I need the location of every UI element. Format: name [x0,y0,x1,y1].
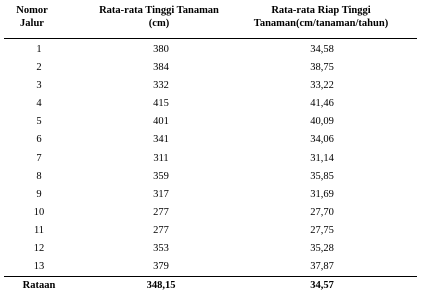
cell-tinggi: 277 [153,224,169,236]
table-row [4,240,417,258]
cell-tinggi: 277 [153,206,169,218]
cell-riap: 33,22 [310,80,334,92]
header-rata-rata-riap-line-2: Tanaman(cm/tanaman/tahun) [253,18,389,29]
cell-riap: 38,75 [310,62,334,74]
table-row [4,204,417,222]
cell-nomor-jalur: 4 [36,98,42,110]
cell-tinggi: 380 [153,44,169,55]
cell-tinggi: 311 [153,152,169,164]
table-footer-row [4,279,417,293]
table-row [4,258,417,276]
header-rata-rata-tinggi [94,4,224,30]
cell-riap: 34,06 [310,134,334,146]
cell-tinggi: 359 [153,170,169,182]
footer-divider [4,276,417,277]
table-row [4,131,417,149]
cell-tinggi: 379 [153,261,169,273]
cell-tinggi: 384 [153,62,169,74]
cell-nomor-jalur: 7 [36,152,42,164]
footer-label: Rataan [22,280,56,291]
table-body [4,41,417,276]
cell-riap: 27,75 [310,224,334,236]
cell-riap: 35,28 [310,243,334,255]
cell-tinggi: 353 [153,243,169,255]
table-row [4,113,417,131]
cell-nomor-jalur: 6 [36,134,42,146]
table-row [4,77,417,95]
cell-tinggi: 401 [153,116,169,128]
cell-nomor-jalur: 5 [36,116,42,128]
data-table [4,0,417,293]
table-row [4,59,417,77]
cell-nomor-jalur: 13 [33,261,45,273]
header-nomor-jalur [4,4,60,30]
cell-tinggi: 332 [153,80,169,92]
cell-nomor-jalur: 11 [33,224,45,236]
header-nomor-jalur-line-2: Jalur [20,18,44,29]
cell-riap: 40,09 [310,116,334,128]
cell-riap: 31,69 [310,188,334,200]
cell-nomor-jalur: 2 [36,62,42,74]
table-header [4,0,417,38]
table-row [4,150,417,168]
table-row [4,168,417,186]
header-divider [4,38,417,39]
cell-nomor-jalur: 3 [36,80,42,92]
footer-riap-value: 34,57 [310,280,334,291]
cell-tinggi: 341 [153,134,169,146]
table-row [4,41,417,59]
cell-riap: 37,87 [310,261,334,273]
header-rata-rata-tinggi-line-2: (cm) [148,18,170,29]
cell-riap: 41,46 [310,98,334,110]
cell-nomor-jalur: 1 [36,44,42,55]
footer-tinggi-value: 348,15 [146,280,176,291]
cell-tinggi: 317 [153,188,169,200]
header-rata-rata-riap-line-1: Rata-rata Riap Tinggi [271,5,371,16]
cell-riap: 27,70 [310,206,334,218]
header-rata-rata-riap [226,4,416,30]
table-row [4,186,417,204]
cell-riap: 35,85 [310,170,334,182]
cell-nomor-jalur: 8 [36,170,42,182]
header-nomor-jalur-line-1: Nomor [16,5,48,16]
table-row [4,95,417,113]
cell-tinggi: 415 [153,98,169,110]
cell-riap: 31,14 [310,152,334,164]
cell-nomor-jalur: 10 [33,206,45,218]
cell-nomor-jalur: 12 [33,243,45,255]
table-row [4,222,417,240]
header-rata-rata-tinggi-line-1: Rata-rata Tinggi Tanaman [99,5,219,16]
cell-nomor-jalur: 9 [36,188,42,200]
cell-riap: 34,58 [310,44,334,55]
